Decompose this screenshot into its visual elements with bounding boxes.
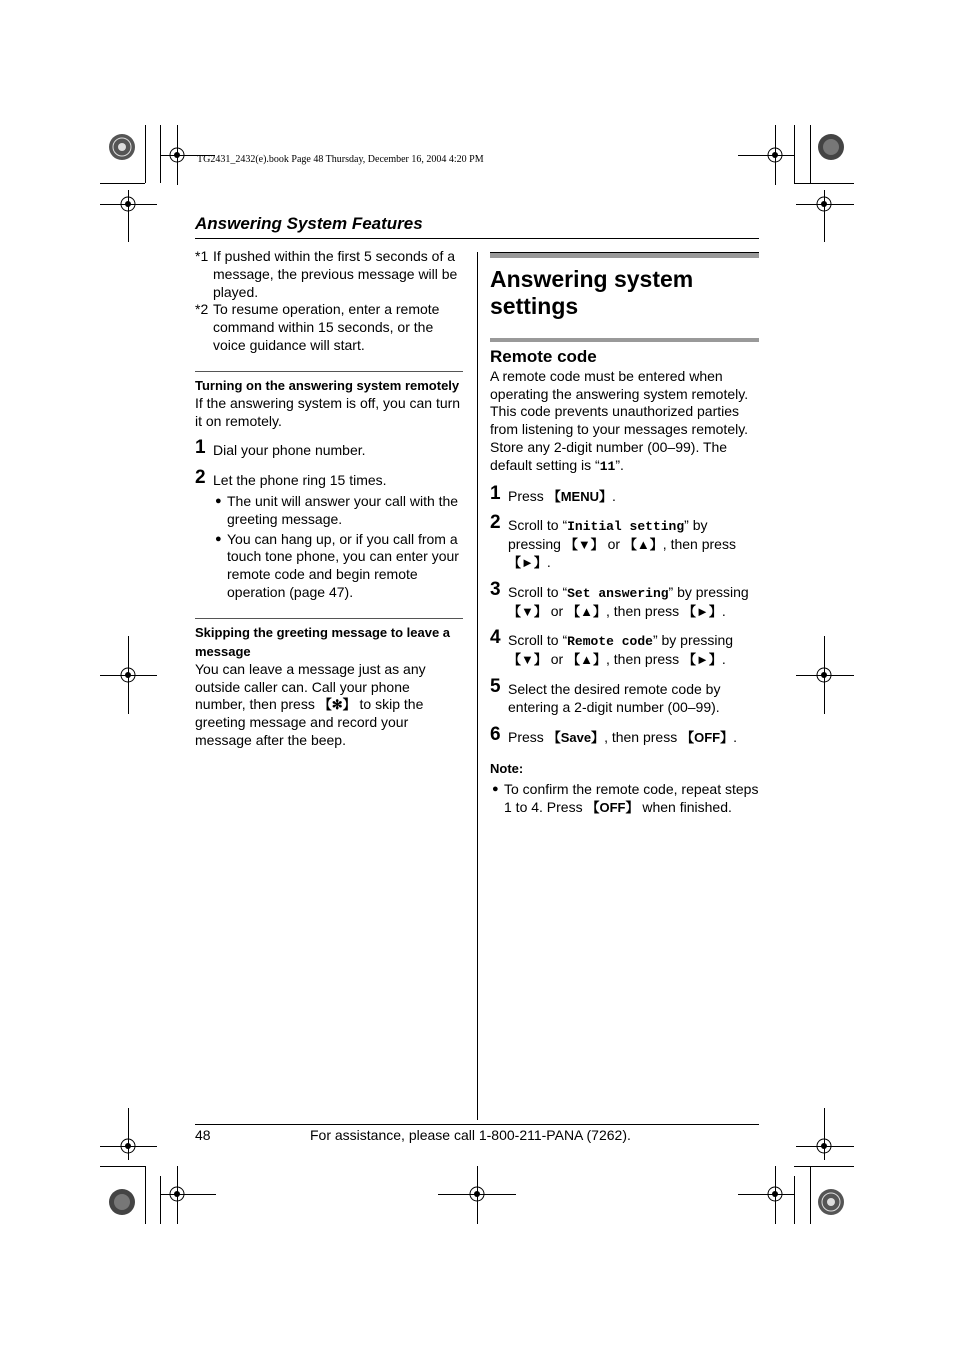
right-key-icon: 【►】	[683, 603, 722, 619]
turning-on-heading: Turning on the answering system remotely	[195, 377, 460, 393]
menu-item-name: Initial setting	[567, 519, 685, 535]
footnote-2	[195, 301, 463, 354]
step-number: 5	[490, 675, 501, 697]
assistance-line: For assistance, please call 1-800-211-PANA (7262).	[310, 1127, 631, 1143]
footnote-1	[195, 248, 463, 301]
page-number: 48	[195, 1127, 211, 1143]
right-key-icon: 【►】	[683, 652, 722, 668]
step-number: 2	[490, 512, 501, 534]
step-number: 3	[490, 578, 501, 600]
step-number: 6	[490, 723, 501, 745]
starburst-mark-icon	[108, 133, 136, 161]
settings-step-4: 4 Scroll to “Remote code” by pressing 【▼】 or 【▲】, then press 【►】.	[490, 627, 734, 668]
registration-mark-icon	[765, 145, 785, 165]
bullet-icon: ●	[215, 532, 222, 545]
up-key-icon: 【▲】	[623, 537, 663, 553]
bullet-icon: ●	[215, 494, 222, 507]
skipping-text: You can leave a message just as any outside caller can. Call your phone number, then press 【✻】 to skip the greeting message and record your message after the beep.	[195, 660, 426, 748]
registration-mark-icon	[814, 1136, 834, 1156]
settings-step-1: 1 Press 【MENU】.	[490, 482, 616, 504]
save-key: 【Save】	[547, 729, 605, 745]
turning-on-intro: If the answering system is off, you can turn it on remotely.	[195, 394, 461, 429]
menu-key: 【MENU】	[547, 488, 612, 504]
registration-mark-icon	[467, 1184, 487, 1204]
registration-mark-icon	[814, 194, 834, 214]
menu-item-name: Remote code	[567, 634, 653, 650]
step-number: 1	[195, 437, 206, 459]
down-key-icon: 【▼】	[564, 537, 604, 553]
down-key-icon: 【▼】	[508, 652, 547, 668]
off-key: 【OFF】	[586, 799, 639, 815]
registration-mark-icon	[118, 1136, 138, 1156]
down-key-icon: 【▼】	[508, 603, 547, 619]
section-intro: A remote code must be entered when operating the answering system remotely. This code prevents unauthorized parties from listening to your messages remotely. Store any 2-digit number (00–99). The default setting is “11”.	[490, 367, 749, 474]
page-title: Answering system settings	[490, 266, 694, 319]
registration-mark-icon	[167, 1184, 187, 1204]
footnote-text: If pushed within the first 5 seconds of a message, the previous message will be played.	[213, 248, 458, 300]
registration-mark-icon	[167, 145, 187, 165]
step-number: 4	[490, 627, 501, 649]
title-rule	[490, 252, 759, 258]
registration-mark-icon	[118, 194, 138, 214]
settings-step-2: 2 Scroll to “Initial setting” by pressing 【▼】 or 【▲】, then press 【►】.	[490, 512, 736, 570]
title-rule	[490, 338, 759, 342]
step-number: 1	[490, 482, 501, 504]
subhead-rule	[195, 618, 463, 619]
step-text: Let the phone ring 15 times.	[213, 472, 387, 489]
starburst-mark-icon	[817, 1188, 845, 1216]
registration-mark-icon	[118, 665, 138, 685]
starburst-mark-icon	[108, 1188, 136, 1216]
list-item: ● The unit will answer your call with the greeting message.	[215, 492, 459, 527]
left-column	[195, 248, 463, 750]
menu-item-name: Set answering	[567, 585, 669, 601]
column-divider	[477, 252, 478, 1120]
footer-rule	[195, 1124, 759, 1125]
right-key-icon: 【►】	[508, 554, 547, 570]
skipping-heading: Skipping the greeting message to leave a message	[195, 624, 451, 659]
subhead-rule	[195, 371, 463, 372]
turning-on-step-2	[195, 467, 463, 602]
crop-info: TG2431_2432(e).book Page 48 Thursday, December 16, 2004 4:20 PM	[197, 154, 484, 165]
settings-step-5: 5 Select the desired remote code by entering a 2-digit number (00–99).	[490, 675, 721, 715]
starburst-mark-icon	[817, 133, 845, 161]
settings-step-3: 3 Scroll to “Set answering” by pressing 【▼】 or 【▲】, then press 【►】.	[490, 578, 749, 619]
off-key: 【OFF】	[681, 729, 734, 745]
bullet-icon: ●	[492, 783, 499, 796]
running-header: Answering System Features	[195, 214, 423, 233]
registration-mark-icon	[765, 1184, 785, 1204]
up-key-icon: 【▲】	[567, 652, 606, 668]
footnote-mark: *1	[195, 248, 209, 264]
footnote-mark: *2	[195, 301, 209, 318]
right-column	[490, 252, 759, 817]
settings-step-6: 6 Press 【Save】, then press 【OFF】.	[490, 723, 737, 745]
registration-mark-icon	[814, 665, 834, 685]
default-code: 11	[599, 458, 616, 474]
footnote-text: To resume operation, enter a remote command within 15 seconds, or the voice guidance will start.	[213, 301, 440, 353]
turning-on-step-1	[195, 437, 463, 460]
step-number: 2	[195, 467, 206, 489]
header-rule	[195, 238, 759, 239]
section-heading: Remote code	[490, 347, 597, 366]
list-item: ● You can hang up, or if you call from a touch tone phone, you can enter your remote code and begin remote operation (page 47).	[215, 530, 459, 600]
step-text: Dial your phone number.	[213, 442, 366, 459]
star-key-icon: 【✻】	[318, 697, 356, 713]
up-key-icon: 【▲】	[567, 603, 606, 619]
note-heading: Note:	[490, 761, 524, 777]
note-item: ● To confirm the remote code, repeat steps 1 to 4. Press 【OFF】 when finished.	[492, 781, 759, 815]
